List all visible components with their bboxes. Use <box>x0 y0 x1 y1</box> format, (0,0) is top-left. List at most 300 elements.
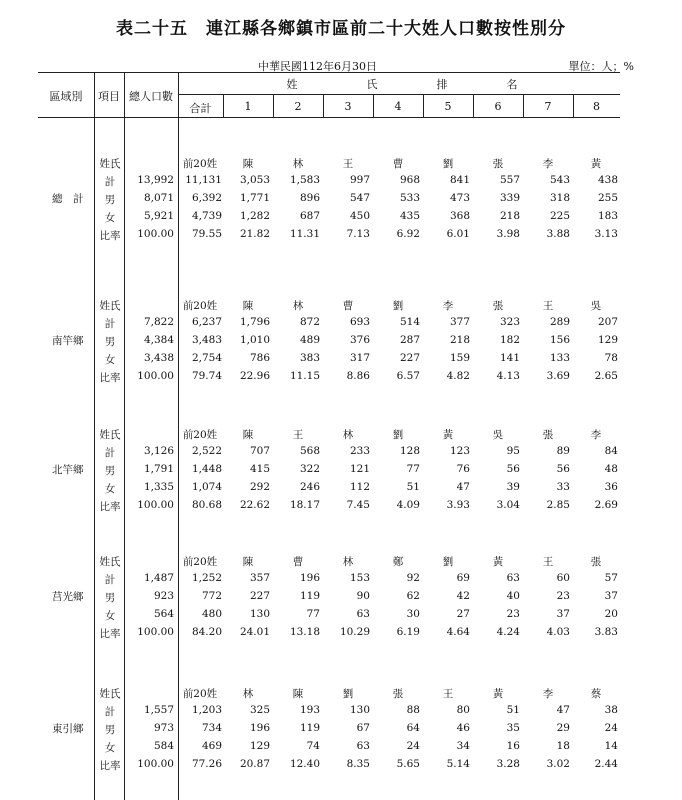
total-population-cell: 1,335 <box>143 481 174 493</box>
total-population-cell: 973 <box>153 722 174 734</box>
header-rank: 5 <box>444 100 452 113</box>
value-cell: 57 <box>604 572 618 584</box>
value-cell: 287 <box>399 334 420 346</box>
value-cell: 22.96 <box>239 370 270 382</box>
value-cell: 56 <box>506 463 520 475</box>
total-population-cell: 1,487 <box>143 572 174 584</box>
total-population-cell: 100.00 <box>137 499 174 511</box>
value-cell: 786 <box>249 352 270 364</box>
value-cell: 6,392 <box>191 192 222 204</box>
value-cell: 35 <box>506 722 520 734</box>
value-cell: 255 <box>597 192 618 204</box>
total-population-cell: 13,992 <box>137 174 174 186</box>
header-rank: 4 <box>394 100 402 113</box>
value-cell: 196 <box>249 722 270 734</box>
value-cell: 46 <box>456 722 470 734</box>
row-label: 女 <box>104 742 116 754</box>
row-label: 女 <box>104 483 116 495</box>
value-cell: 218 <box>499 210 520 222</box>
row-label: 姓氏 <box>99 300 121 312</box>
value-cell: 39 <box>506 481 520 493</box>
value-cell: 6.92 <box>396 228 420 240</box>
value-cell: 182 <box>499 334 520 346</box>
value-cell: 3.02 <box>546 758 570 770</box>
value-cell: 4.13 <box>496 370 520 382</box>
value-cell: 383 <box>299 352 320 364</box>
header-rank: 7 <box>544 100 552 113</box>
value-cell: 13.18 <box>289 626 320 638</box>
surname-cell: 張 <box>492 300 504 312</box>
value-cell: 77 <box>406 463 420 475</box>
value-cell: 8.35 <box>346 758 370 770</box>
value-cell: 480 <box>201 608 222 620</box>
surname-cell: 陳 <box>292 688 304 700</box>
value-cell: 64 <box>406 722 420 734</box>
surname-cell: 前20姓 <box>182 556 218 568</box>
surname-cell: 陳 <box>242 158 254 170</box>
header-mid-rule <box>178 94 620 95</box>
surname-cell: 陳 <box>242 429 254 441</box>
value-cell: 1,074 <box>191 481 222 493</box>
surname-cell: 陳 <box>242 300 254 312</box>
value-cell: 119 <box>299 722 320 734</box>
value-cell: 130 <box>349 704 370 716</box>
value-cell: 2,754 <box>191 352 222 364</box>
value-cell: 11.15 <box>289 370 320 382</box>
row-label: 計 <box>104 574 116 586</box>
value-cell: 4.64 <box>446 626 470 638</box>
value-cell: 533 <box>399 192 420 204</box>
value-cell: 2.65 <box>594 370 618 382</box>
row-label: 男 <box>104 592 116 604</box>
value-cell: 841 <box>449 174 470 186</box>
value-cell: 36 <box>604 481 618 493</box>
total-population-cell: 923 <box>153 590 174 602</box>
value-cell: 16 <box>506 740 520 752</box>
value-cell: 128 <box>399 445 420 457</box>
total-population-cell: 100.00 <box>137 758 174 770</box>
value-cell: 196 <box>299 572 320 584</box>
value-cell: 3.13 <box>594 228 618 240</box>
value-cell: 42 <box>456 590 470 602</box>
value-cell: 62 <box>406 590 420 602</box>
value-cell: 6.19 <box>396 626 420 638</box>
value-cell: 4.24 <box>496 626 520 638</box>
header-rank: 3 <box>344 100 352 113</box>
header-rank-char: 排 <box>436 78 448 91</box>
value-cell: 47 <box>456 481 470 493</box>
value-cell: 63 <box>506 572 520 584</box>
value-cell: 772 <box>201 590 222 602</box>
surname-cell: 劉 <box>342 688 354 700</box>
value-cell: 227 <box>399 352 420 364</box>
surname-cell: 劉 <box>392 429 404 441</box>
value-cell: 27 <box>456 608 470 620</box>
value-cell: 90 <box>356 590 370 602</box>
row-label: 女 <box>104 354 116 366</box>
value-cell: 12.40 <box>289 758 320 770</box>
header-rank: 1 <box>244 100 252 113</box>
total-population-cell: 1,791 <box>143 463 174 475</box>
value-cell: 1,583 <box>289 174 320 186</box>
region-name: 莒光鄉 <box>52 591 84 603</box>
value-cell: 997 <box>349 174 370 186</box>
total-population-cell: 3,126 <box>143 445 174 457</box>
value-cell: 225 <box>549 210 570 222</box>
value-cell: 48 <box>604 463 618 475</box>
value-cell: 207 <box>597 316 618 328</box>
surname-cell: 吳 <box>590 300 602 312</box>
value-cell: 227 <box>249 590 270 602</box>
value-cell: 6.57 <box>396 370 420 382</box>
total-population-cell: 584 <box>153 740 174 752</box>
surname-cell: 王 <box>542 556 554 568</box>
value-cell: 2.85 <box>546 499 570 511</box>
surname-cell: 王 <box>342 158 354 170</box>
value-cell: 10.29 <box>339 626 370 638</box>
row-label: 姓氏 <box>99 429 121 441</box>
surname-cell: 李 <box>542 688 554 700</box>
value-cell: 84 <box>604 445 618 457</box>
value-cell: 79.74 <box>191 370 222 382</box>
region-name: 總 計 <box>52 193 84 205</box>
value-cell: 21.82 <box>239 228 270 240</box>
value-cell: 133 <box>549 352 570 364</box>
value-cell: 3.93 <box>446 499 470 511</box>
value-cell: 63 <box>356 740 370 752</box>
row-label: 比率 <box>99 501 121 513</box>
row-label: 男 <box>104 336 116 348</box>
value-cell: 84.20 <box>191 626 222 638</box>
value-cell: 3.88 <box>546 228 570 240</box>
value-cell: 473 <box>449 192 470 204</box>
value-cell: 435 <box>399 210 420 222</box>
value-cell: 37 <box>556 608 570 620</box>
value-cell: 6.01 <box>446 228 470 240</box>
value-cell: 80.68 <box>191 499 222 511</box>
value-cell: 74 <box>306 740 320 752</box>
value-cell: 20 <box>604 608 618 620</box>
value-cell: 95 <box>506 445 520 457</box>
header-surname-char: 姓 <box>286 78 298 91</box>
value-cell: 3.28 <box>496 758 520 770</box>
surname-cell: 王 <box>292 429 304 441</box>
value-cell: 377 <box>449 316 470 328</box>
value-cell: 80 <box>456 704 470 716</box>
value-cell: 79.55 <box>191 228 222 240</box>
value-cell: 693 <box>349 316 370 328</box>
value-cell: 3.98 <box>496 228 520 240</box>
header-subtotal: 合計 <box>189 102 212 115</box>
value-cell: 18.17 <box>289 499 320 511</box>
value-cell: 289 <box>549 316 570 328</box>
value-cell: 141 <box>499 352 520 364</box>
value-cell: 450 <box>349 210 370 222</box>
surname-cell: 黃 <box>590 158 602 170</box>
value-cell: 322 <box>299 463 320 475</box>
value-cell: 23 <box>506 608 520 620</box>
surname-cell: 曹 <box>392 158 404 170</box>
surname-cell: 前20姓 <box>182 688 218 700</box>
value-cell: 415 <box>249 463 270 475</box>
value-cell: 123 <box>449 445 470 457</box>
value-cell: 3,053 <box>239 174 270 186</box>
row-label: 比率 <box>99 230 121 242</box>
value-cell: 1,252 <box>191 572 222 584</box>
value-cell: 325 <box>249 704 270 716</box>
value-cell: 896 <box>299 192 320 204</box>
total-population-cell: 100.00 <box>137 370 174 382</box>
row-label: 男 <box>104 465 116 477</box>
value-cell: 14 <box>604 740 618 752</box>
population-table <box>38 72 620 800</box>
region-name: 東引鄉 <box>52 723 84 735</box>
col-divider-region <box>94 72 95 800</box>
value-cell: 92 <box>406 572 420 584</box>
value-cell: 76 <box>456 463 470 475</box>
value-cell: 872 <box>299 316 320 328</box>
surname-cell: 鄭 <box>392 556 404 568</box>
header-rank: 6 <box>494 100 502 113</box>
row-label: 姓氏 <box>99 158 121 170</box>
total-population-cell: 5,921 <box>143 210 174 222</box>
value-cell: 24 <box>604 722 618 734</box>
value-cell: 153 <box>349 572 370 584</box>
value-cell: 707 <box>249 445 270 457</box>
surname-cell: 張 <box>392 688 404 700</box>
total-population-cell: 7,822 <box>143 316 174 328</box>
header-total-population: 總人口數 <box>129 90 173 103</box>
value-cell: 5.14 <box>446 758 470 770</box>
value-cell: 40 <box>506 590 520 602</box>
value-cell: 3.04 <box>496 499 520 511</box>
value-cell: 77.26 <box>191 758 222 770</box>
surname-cell: 李 <box>542 158 554 170</box>
value-cell: 88 <box>406 704 420 716</box>
value-cell: 3.69 <box>546 370 570 382</box>
surname-cell: 林 <box>242 688 254 700</box>
total-population-cell: 3,438 <box>143 352 174 364</box>
value-cell: 24.01 <box>239 626 270 638</box>
header-region: 區域別 <box>49 90 83 103</box>
row-label: 男 <box>104 194 116 206</box>
value-cell: 568 <box>299 445 320 457</box>
surname-cell: 林 <box>292 158 304 170</box>
surname-cell: 張 <box>590 556 602 568</box>
value-cell: 318 <box>549 192 570 204</box>
value-cell: 4.82 <box>446 370 470 382</box>
value-cell: 47 <box>556 704 570 716</box>
surname-cell: 張 <box>492 158 504 170</box>
value-cell: 78 <box>604 352 618 364</box>
value-cell: 51 <box>506 704 520 716</box>
reference-date: 中華民國112年6月30日 <box>258 60 377 73</box>
row-label: 姓氏 <box>99 556 121 568</box>
row-label: 比率 <box>99 628 121 640</box>
value-cell: 129 <box>597 334 618 346</box>
region-name: 南竿鄉 <box>52 335 84 347</box>
surname-cell: 劉 <box>442 556 454 568</box>
surname-cell: 李 <box>590 429 602 441</box>
value-cell: 24 <box>406 740 420 752</box>
header-item: 項目 <box>98 90 120 103</box>
value-cell: 89 <box>556 445 570 457</box>
value-cell: 37 <box>604 590 618 602</box>
unit-note: 單位：人；% <box>568 60 634 73</box>
value-cell: 357 <box>249 572 270 584</box>
value-cell: 1,010 <box>239 334 270 346</box>
value-cell: 29 <box>556 722 570 734</box>
row-label: 女 <box>104 610 116 622</box>
value-cell: 469 <box>201 740 222 752</box>
surname-cell: 王 <box>542 300 554 312</box>
surname-cell: 黃 <box>492 556 504 568</box>
value-cell: 11.31 <box>289 228 320 240</box>
header-surname-char: 氏 <box>366 78 378 91</box>
row-label: 比率 <box>99 372 121 384</box>
value-cell: 968 <box>399 174 420 186</box>
value-cell: 77 <box>306 608 320 620</box>
surname-cell: 陳 <box>242 556 254 568</box>
surname-cell: 曹 <box>342 300 354 312</box>
value-cell: 121 <box>349 463 370 475</box>
total-population-cell: 4,384 <box>143 334 174 346</box>
value-cell: 514 <box>399 316 420 328</box>
value-cell: 292 <box>249 481 270 493</box>
value-cell: 23 <box>556 590 570 602</box>
value-cell: 112 <box>349 481 370 493</box>
value-cell: 1,448 <box>191 463 222 475</box>
value-cell: 246 <box>299 481 320 493</box>
total-population-cell: 100.00 <box>137 228 174 240</box>
row-label: 比率 <box>99 760 121 772</box>
value-cell: 34 <box>456 740 470 752</box>
total-population-cell: 8,071 <box>143 192 174 204</box>
surname-cell: 林 <box>342 556 354 568</box>
value-cell: 156 <box>549 334 570 346</box>
row-label: 男 <box>104 724 116 736</box>
value-cell: 3.83 <box>594 626 618 638</box>
value-cell: 4.03 <box>546 626 570 638</box>
page-title: 表二十五 連江縣各鄉鎮市區前二十大姓人口數按性別分 <box>116 19 566 39</box>
value-cell: 129 <box>249 740 270 752</box>
surname-cell: 王 <box>442 688 454 700</box>
value-cell: 323 <box>499 316 520 328</box>
surname-cell: 前20姓 <box>182 429 218 441</box>
value-cell: 7.13 <box>346 228 370 240</box>
surname-cell: 前20姓 <box>182 300 218 312</box>
value-cell: 193 <box>299 704 320 716</box>
surname-cell: 黃 <box>442 429 454 441</box>
value-cell: 51 <box>406 481 420 493</box>
header-rank-char: 名 <box>506 78 518 91</box>
row-label: 姓氏 <box>99 688 121 700</box>
value-cell: 233 <box>349 445 370 457</box>
table-top-rule <box>38 72 620 73</box>
surname-cell: 林 <box>342 429 354 441</box>
value-cell: 3,483 <box>191 334 222 346</box>
surname-cell: 林 <box>292 300 304 312</box>
value-cell: 4.09 <box>396 499 420 511</box>
value-cell: 159 <box>449 352 470 364</box>
value-cell: 69 <box>456 572 470 584</box>
value-cell: 20.87 <box>239 758 270 770</box>
surname-cell: 李 <box>442 300 454 312</box>
value-cell: 6,237 <box>191 316 222 328</box>
value-cell: 489 <box>299 334 320 346</box>
total-population-cell: 1,557 <box>143 704 174 716</box>
value-cell: 38 <box>604 704 618 716</box>
value-cell: 687 <box>299 210 320 222</box>
value-cell: 2.44 <box>594 758 618 770</box>
row-label: 計 <box>104 447 116 459</box>
value-cell: 33 <box>556 481 570 493</box>
value-cell: 1,203 <box>191 704 222 716</box>
value-cell: 368 <box>449 210 470 222</box>
value-cell: 2.69 <box>594 499 618 511</box>
surname-cell: 吳 <box>492 429 504 441</box>
value-cell: 557 <box>499 174 520 186</box>
value-cell: 2,522 <box>191 445 222 457</box>
value-cell: 8.86 <box>346 370 370 382</box>
surname-cell: 劉 <box>442 158 454 170</box>
surname-cell: 蔡 <box>590 688 602 700</box>
value-cell: 183 <box>597 210 618 222</box>
value-cell: 1,282 <box>239 210 270 222</box>
surname-cell: 前20姓 <box>182 158 218 170</box>
region-name: 北竿鄉 <box>52 464 84 476</box>
value-cell: 4,739 <box>191 210 222 222</box>
surname-cell: 張 <box>542 429 554 441</box>
value-cell: 1,796 <box>239 316 270 328</box>
header-rank: 2 <box>294 100 302 113</box>
value-cell: 130 <box>249 608 270 620</box>
value-cell: 376 <box>349 334 370 346</box>
value-cell: 1,771 <box>239 192 270 204</box>
total-population-cell: 564 <box>153 608 174 620</box>
value-cell: 119 <box>299 590 320 602</box>
header-rank: 8 <box>593 100 600 113</box>
row-label: 計 <box>104 706 116 718</box>
value-cell: 543 <box>549 174 570 186</box>
value-cell: 734 <box>201 722 222 734</box>
value-cell: 339 <box>499 192 520 204</box>
value-cell: 11,131 <box>185 174 222 186</box>
surname-cell: 劉 <box>392 300 404 312</box>
value-cell: 18 <box>556 740 570 752</box>
value-cell: 5.65 <box>396 758 420 770</box>
total-population-cell: 100.00 <box>137 626 174 638</box>
value-cell: 22.62 <box>239 499 270 511</box>
value-cell: 56 <box>556 463 570 475</box>
value-cell: 7.45 <box>346 499 370 511</box>
row-label: 女 <box>104 212 116 224</box>
surname-cell: 曹 <box>292 556 304 568</box>
value-cell: 438 <box>597 174 618 186</box>
row-label: 計 <box>104 176 116 188</box>
value-cell: 547 <box>349 192 370 204</box>
value-cell: 218 <box>449 334 470 346</box>
value-cell: 67 <box>356 722 370 734</box>
value-cell: 30 <box>406 608 420 620</box>
header-bottom-rule <box>38 117 620 118</box>
value-cell: 63 <box>356 608 370 620</box>
col-divider-item <box>124 72 125 800</box>
surname-cell: 黃 <box>492 688 504 700</box>
value-cell: 317 <box>349 352 370 364</box>
value-cell: 60 <box>556 572 570 584</box>
row-label: 計 <box>104 318 116 330</box>
